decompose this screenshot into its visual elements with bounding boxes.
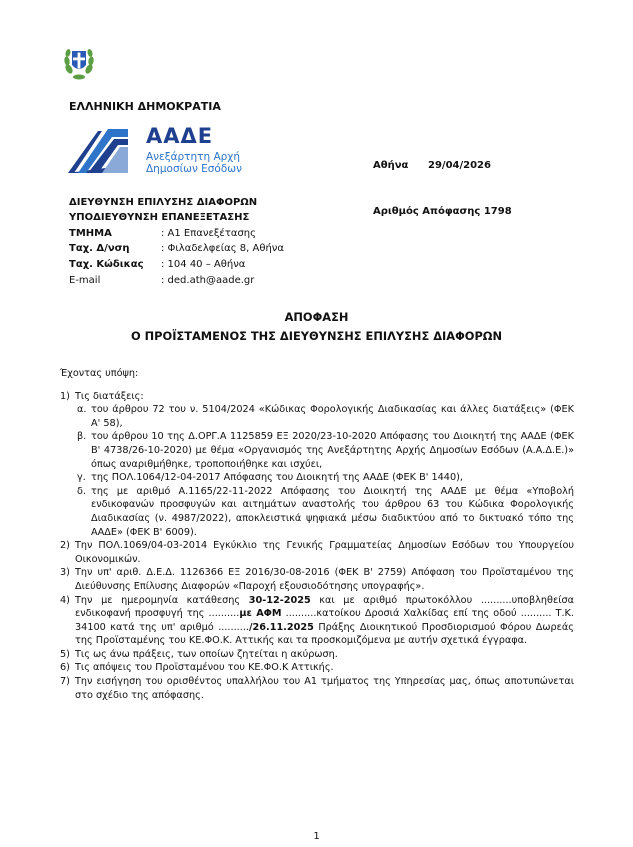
info-label: Ταχ. Δ/νση (69, 243, 130, 254)
info-value: : Φιλαδελφείας 8, Αθήνα (161, 243, 284, 254)
aade-logo-text: ΑΑΔΕ (146, 124, 214, 148)
tax-id-label: με ΑΦΜ (239, 608, 282, 620)
aade-logo-subtitle-2: Δημοσίων Εσόδων (146, 163, 242, 175)
act-date: /26.11.2025 (249, 621, 314, 633)
sub-item (60, 430, 574, 471)
item-text-part: Την με ημερομηνία κατάθεσης (75, 594, 249, 606)
item-number: 3) (60, 567, 70, 579)
aade-logo (68, 125, 258, 177)
directorate-name: ΔΙΕΥΘΥΝΣΗ ΕΠΙΛΥΣΗΣ ΔΙΑΦΟΡΩΝ (69, 197, 258, 208)
filing-date: 30-12-2025 (248, 594, 311, 606)
sub-item (60, 403, 574, 430)
sub-item (60, 471, 574, 485)
intro-text: Έχοντας υπόψη: (60, 368, 139, 379)
item-number: 6) (60, 662, 70, 674)
sub-item-text: της ΠΟΛ.1064/12-04-2017 Απόφασης του Διοικητή της ΑΑΔΕ (ΦΕΚ Β' 1440), (91, 472, 463, 484)
date: 29/04/2026 (428, 160, 491, 171)
info-label: Ταχ. Κώδικας (69, 259, 144, 270)
place: Αθήνα (373, 160, 409, 171)
email-link[interactable]: : ded.ath@aade.gr (161, 275, 255, 286)
aade-logo-mark-icon (68, 125, 134, 177)
aade-logo-subtitle-1: Ανεξάρτητη Αρχή (146, 151, 241, 163)
document-subtitle: Ο ΠΡΟΪΣΤΑΜΕΝΟΣ ΤΗΣ ΔΙΕΥΘΥΝΣΗΣ ΕΠΙΛΥΣΗΣ ΔΙΑΦΟΡΩΝ (130, 329, 503, 343)
sub-item-letter: α. (77, 404, 87, 416)
sub-item-letter: γ. (77, 472, 86, 484)
list-item (60, 594, 574, 648)
item-text: Την υπ' αριθ. Δ.Ε.Δ. 1126366 ΕΞ 2016/30-08-2016 (ΦΕΚ Β' 2759) Απόφαση του Προϊσταμένου της Διεύθυνσης Επίλυσης Διαφορών «Παροχή εξουσιοδότησης υπογραφής». (75, 567, 574, 592)
decision-number: Αριθμός Απόφασης 1798 (373, 206, 512, 217)
item-number: 5) (60, 648, 70, 660)
item-text: Την ΠΟΛ.1069/04-03-2014 Εγκύκλιο της Γενικής Γραμματείας Δημοσίων Εσόδων του Υπουργείου Οικονομικών. (75, 540, 574, 565)
subdirectorate-name: ΥΠΟΔΙΕΥΘΥΝΣΗ ΕΠΑΝΕΞΕΤΑΣΗΣ (69, 212, 250, 223)
republic-heading: ΕΛΛΗΝΙΚΗ ΔΗΜΟΚΡΑΤΙΑ (69, 100, 221, 113)
document-body (60, 367, 574, 702)
list-item (60, 661, 574, 675)
list-item (60, 648, 574, 662)
info-row-department (69, 227, 256, 240)
item-text-part: και με αριθμό πρωτοκόλλου ..........υποβληθείσα ενδικοφανή προσφυγή της .......... (75, 594, 575, 620)
item-text-part: ..........κατοίκου Δροσιά Χαλκίδας επί της οδού .......... Τ.Κ. 34100 κατά της υπ' αριθμό .......... (75, 608, 574, 633)
greek-emblem-icon (63, 43, 95, 81)
sub-item-text: του άρθρου 72 του ν. 5104/2024 «Κώδικας Φορολογικής Διαδικασίας και άλλες διατάξεις» (ΦΕΚ Α' 58), (91, 404, 574, 429)
info-label: ΤΜΗΜΑ (69, 228, 112, 239)
info-row-postcode (69, 258, 245, 271)
document-title: ΑΠΟΦΑΣΗ (284, 310, 349, 324)
item-number: 7) (60, 676, 70, 688)
item-text (75, 595, 574, 647)
list-item (60, 539, 574, 566)
item-text: Την εισήγηση του ορισθέντος υπαλλήλου του Α1 τμήματος της Υπηρεσίας μας, όπως αποτυπώνεται στο σχέδιο της απόφασης. (75, 676, 574, 701)
item-number: 1) (60, 390, 70, 402)
sub-item-letter: β. (77, 431, 87, 443)
sub-item-text: του άρθρου 10 της Δ.ΟΡΓ.Α 1125859 ΕΞ 2020/23-10-2020 Απόφασης του Διοικητή της ΑΑΔΕ (ΦΕΚ Β' 4738/26-10-2020) με θέμα «Οργανισμός της Ανεξάρτητης Αρχής Δημοσίων Εσόδων (Α.Α.Δ.Ε.)» όπως αναριθμήθηκε, τροποποιήθηκε και ισχύει, (91, 431, 574, 470)
item-number: 2) (60, 540, 70, 552)
page-number: 1 (313, 831, 320, 842)
item-number: 4) (60, 594, 70, 606)
item-text-part: Πράξης Διοικητικού Προσδιορισμού Φόρου Δωρεάς της Προϊσταμένης του ΚΕ.ΦΟ.Κ. Αττικής και τα προσκομιζόμενα με αυτήν σχετικά έγγραφα. (75, 621, 574, 647)
item-text: Τις διατάξεις: (75, 390, 144, 402)
info-value: : 104 40 – Αθήνα (161, 259, 246, 270)
sub-item-text: της με αριθμό Α.1165/22-11-2022 Απόφασης του Διοικητή της ΑΑΔΕ με θέμα «Υποβολή ενδικοφανών προσφυγών και αιτημάτων αναστολής του άρθρου 63 του Κώδικα Φορολογικής Διαδικασίας (ν. 4987/2022), αποκλειστικά ψηφιακά μέσω διαδικτύου από το δικτυακό τόπο της ΑΑΔΕ» (ΦΕΚ Β' 6009). (91, 485, 574, 538)
info-label: E-mail (69, 275, 101, 286)
sub-item (60, 485, 574, 539)
info-row-address (69, 242, 284, 255)
list-item (60, 390, 574, 404)
sub-item-letter: δ. (77, 485, 87, 497)
list-item (60, 566, 574, 593)
list-item (60, 675, 574, 702)
info-value: : Α1 Επανεξέτασης (161, 228, 256, 239)
item-text: Τις απόψεις του Προϊσταμένου του ΚΕ.ΦΟ.Κ Αττικής. (75, 662, 334, 674)
item-text: Τις ως άνω πράξεις, των οποίων ζητείται η ακύρωση. (75, 648, 338, 660)
info-row-email (69, 274, 254, 287)
